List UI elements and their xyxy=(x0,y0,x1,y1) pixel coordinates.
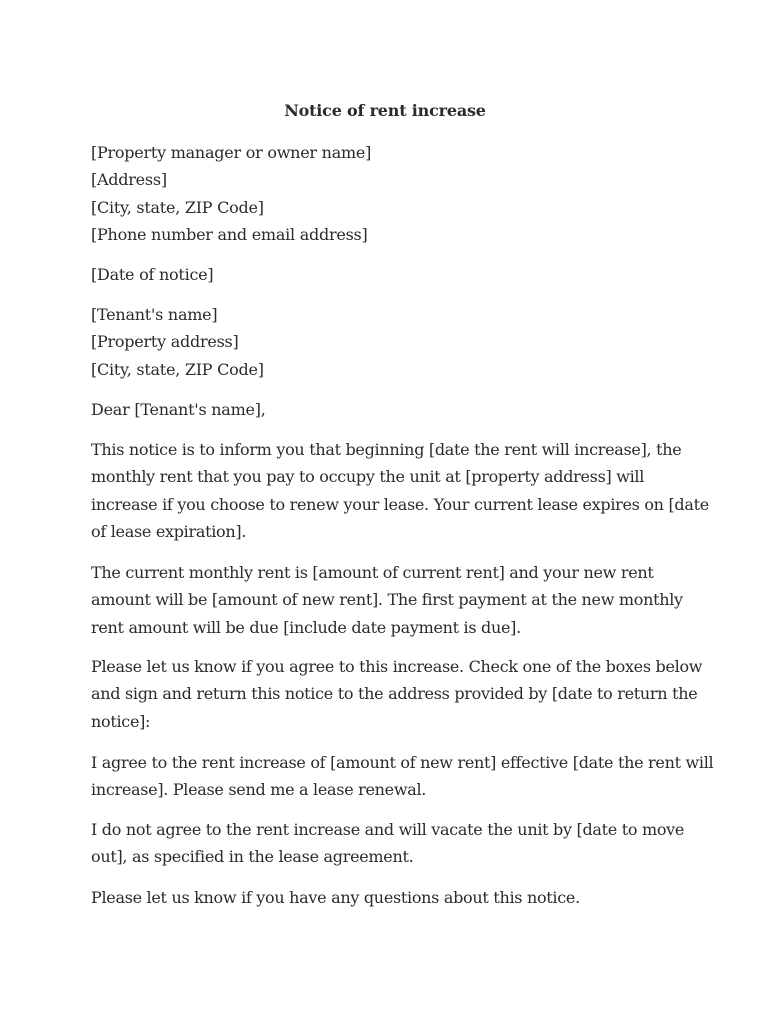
paragraph-line: rent amount will be due [include date payment is due]. xyxy=(91,617,521,637)
sender-name: [Property manager or owner name] xyxy=(91,143,372,162)
date-block xyxy=(91,261,701,288)
paragraph-line: and sign and return this notice to the address provided by [date to return the xyxy=(91,684,698,704)
paragraph-line: out], as specified in the lease agreement. xyxy=(91,847,414,867)
paragraph-line: of lease expiration]. xyxy=(91,521,247,541)
sender-contact: [Phone number and email address] xyxy=(91,224,368,244)
sender-block xyxy=(91,139,701,248)
paragraph-line: This notice is to inform you that beginning [date the rent will increase], the xyxy=(91,440,682,459)
sender-address: [Address] xyxy=(91,170,167,190)
paragraph-line: increase]. Please send me a lease renewal. xyxy=(91,780,427,800)
paragraph-closing xyxy=(91,884,691,911)
paragraph-line: increase if you choose to renew your lease. Your current lease expires on [date xyxy=(91,494,709,514)
paragraph-rent-amounts xyxy=(91,559,691,641)
recipient-city-state-zip: [City, state, ZIP Code] xyxy=(91,359,264,379)
paragraph-agreement-request xyxy=(91,653,703,735)
paragraph-line: Please let us know if you agree to this increase. Check one of the boxes below xyxy=(91,657,703,676)
recipient-block xyxy=(91,301,701,383)
salutation-block xyxy=(91,396,701,423)
document-title: Notice of rent increase xyxy=(284,101,486,120)
date-of-notice: [Date of notice] xyxy=(91,265,214,284)
recipient-property-address: [Property address] xyxy=(91,332,239,352)
paragraph-agree-option xyxy=(91,749,714,804)
recipient-name: [Tenant's name] xyxy=(91,305,218,324)
sender-city-state-zip: [City, state, ZIP Code] xyxy=(91,197,264,217)
paragraph-disagree-option xyxy=(91,816,691,871)
paragraph-line: Please let us know if you have any questions about this notice. xyxy=(91,888,580,907)
salutation: Dear [Tenant's name], xyxy=(91,400,266,419)
paragraph-line: amount will be [amount of new rent]. The first payment at the new monthly xyxy=(91,590,683,610)
paragraph-line: I agree to the rent increase of [amount of new rent] effective [date the rent will xyxy=(91,753,714,772)
paragraph-line: The current monthly rent is [amount of current rent] and your new rent xyxy=(91,563,654,582)
paragraph-line: monthly rent that you pay to occupy the unit at [property address] will xyxy=(91,467,645,487)
paragraph-line: notice]: xyxy=(91,711,151,731)
paragraph-increase-notice xyxy=(91,436,709,545)
paragraph-line: I do not agree to the rent increase and will vacate the unit by [date to move xyxy=(91,820,685,839)
